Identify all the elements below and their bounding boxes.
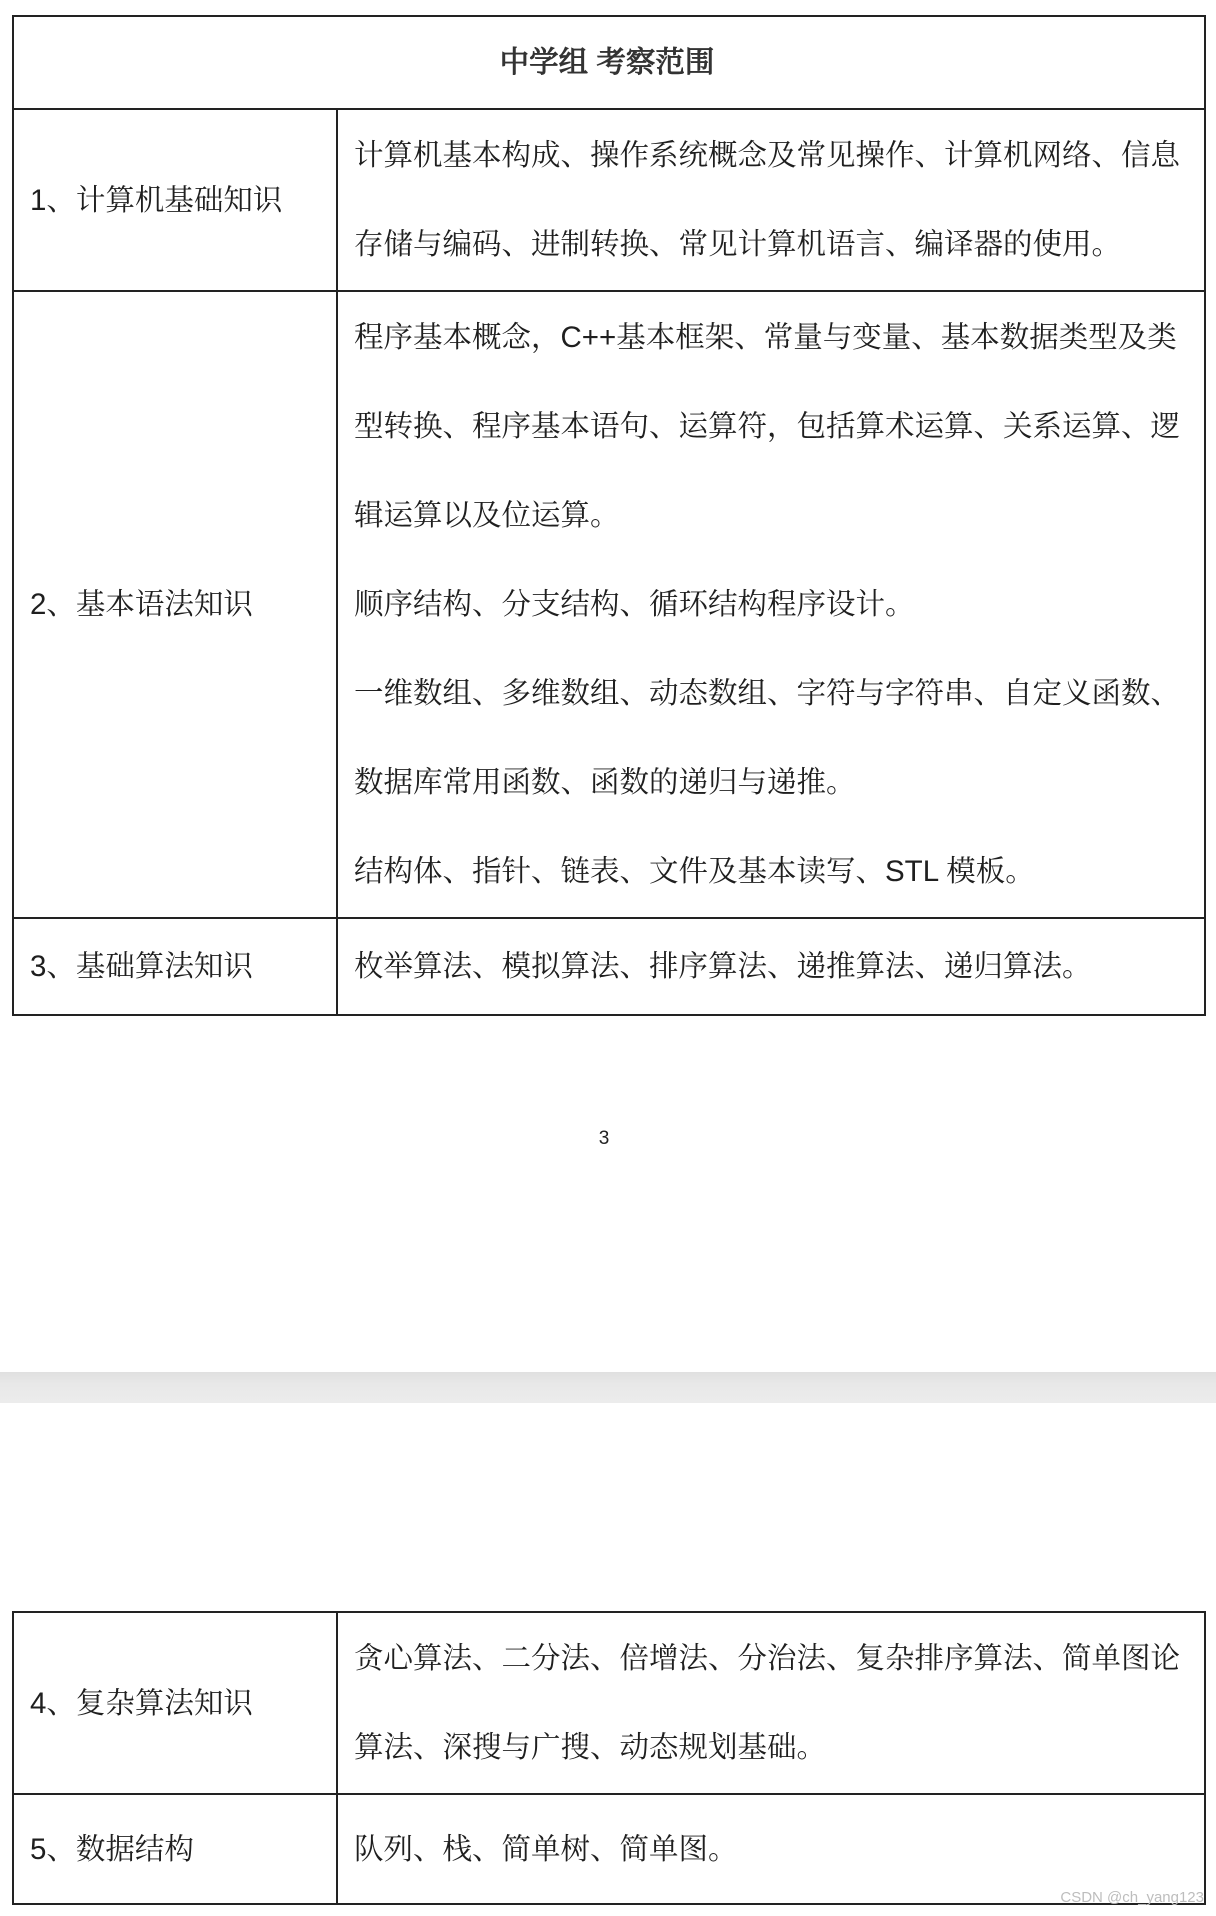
row-content xyxy=(337,918,1205,1015)
exam-scope-table-1 xyxy=(12,15,1206,1016)
table-row xyxy=(13,291,1205,918)
table-row xyxy=(13,109,1205,291)
row-label: 4、复杂算法知识 xyxy=(13,1612,337,1794)
content-paragraph: 队列、栈、简单树、简单图。 xyxy=(354,1832,738,1866)
watermark: CSDN @ch_yang123 xyxy=(1060,1889,1204,1906)
content-paragraph: 程序基本概念，C++基本框架、常量与变量、基本数据类型及类型转换、程序基本语句、运算符，包括算术运算、关系运算、逻辑运算以及位运算。 xyxy=(354,321,1181,532)
row-label: 1、计算机基础知识 xyxy=(13,109,337,291)
content-paragraph: 枚举算法、模拟算法、排序算法、递推算法、递归算法。 xyxy=(354,950,1092,983)
content-paragraph: 贪心算法、二分法、倍增法、分治法、复杂排序算法、简单图论算法、深搜与广搜、动态规划基础。 xyxy=(354,1642,1181,1764)
row-content xyxy=(337,1794,1205,1904)
exam-scope-table-2 xyxy=(12,1611,1206,1905)
row-label: 2、基本语法知识 xyxy=(13,291,337,918)
page-number: 3 xyxy=(598,1128,610,1149)
table-row xyxy=(13,918,1205,1015)
table-title: 中学组 考察范围 xyxy=(13,16,1205,109)
table-row xyxy=(13,1794,1205,1904)
row-content xyxy=(337,291,1205,918)
page-separator xyxy=(0,1372,1216,1403)
content-paragraph: 顺序结构、分支结构、循环结构程序设计。 xyxy=(354,588,915,621)
row-label: 3、基础算法知识 xyxy=(13,918,337,1015)
content-paragraph: 计算机基本构成、操作系统概念及常见操作、计算机网络、信息存储与编码、进制转换、常见计算机语言、编译器的使用。 xyxy=(354,139,1181,261)
table-header-row xyxy=(13,16,1205,109)
table-row xyxy=(13,1612,1205,1794)
row-content xyxy=(337,1612,1205,1794)
content-paragraph: 一维数组、多维数组、动态数组、字符与字符串、自定义函数、数据库常用函数、函数的递归与递推。 xyxy=(354,677,1181,799)
content-paragraph: 结构体、指针、链表、文件及基本读写、STL 模板。 xyxy=(354,855,1035,888)
row-label: 5、数据结构 xyxy=(13,1794,337,1904)
row-content xyxy=(337,109,1205,291)
